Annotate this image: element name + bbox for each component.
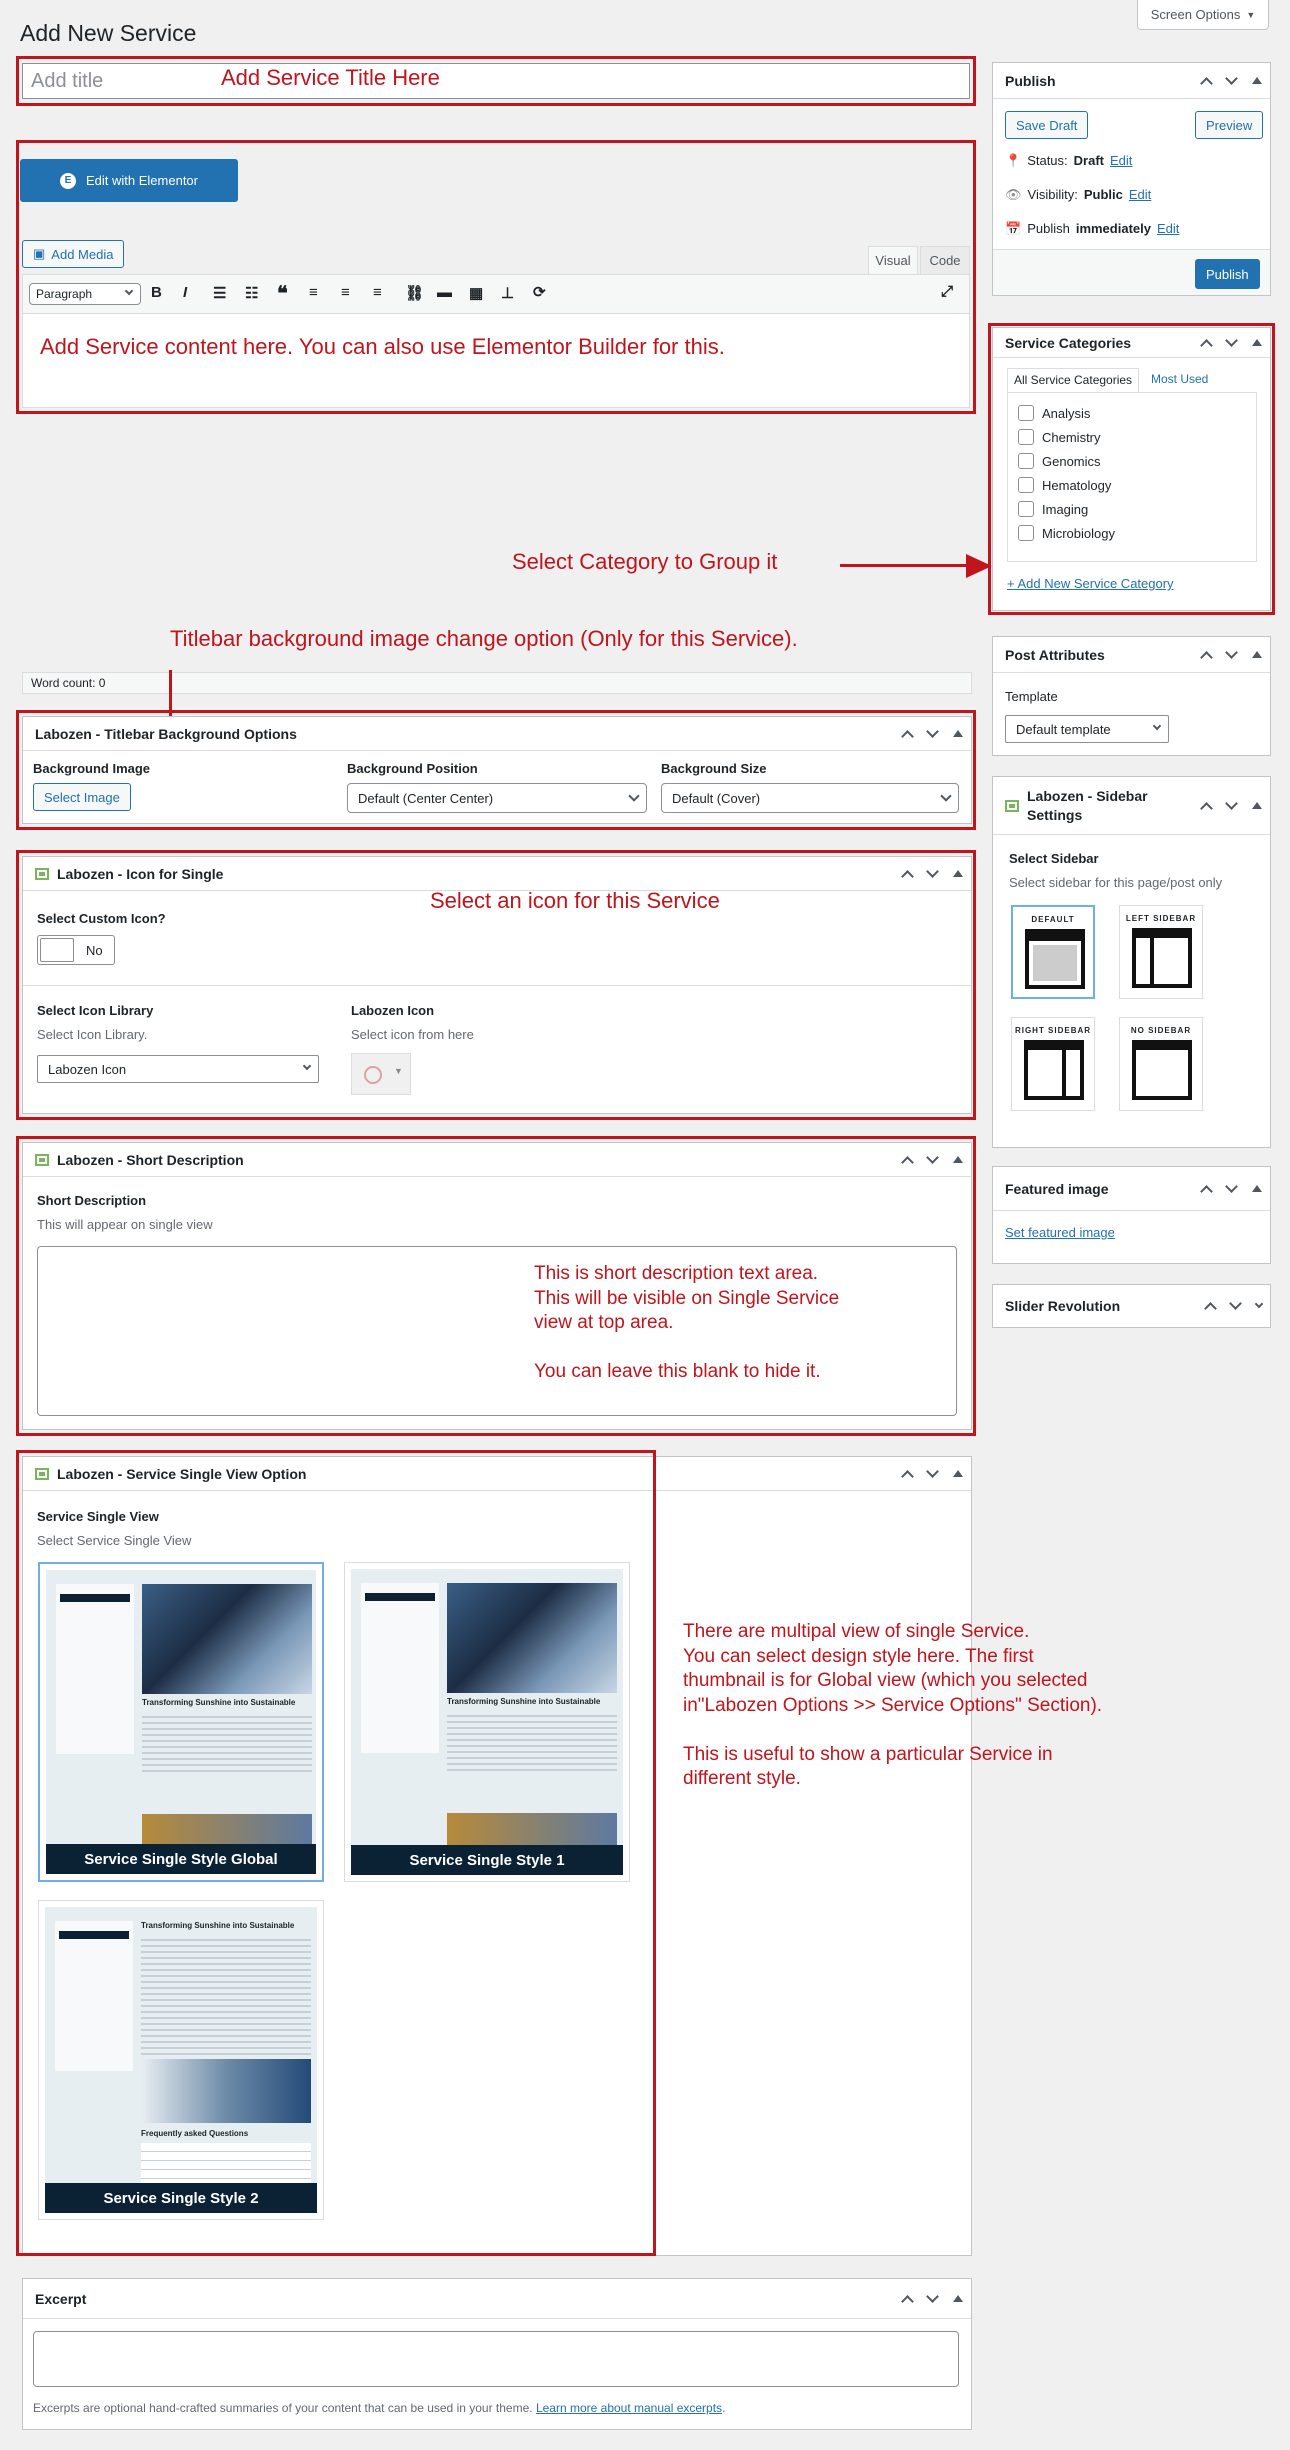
blockquote-icon[interactable]: ❝ bbox=[277, 283, 288, 305]
chevron-down-icon bbox=[303, 1062, 311, 1070]
checkbox[interactable] bbox=[1018, 405, 1034, 421]
box-controls bbox=[903, 1457, 963, 1490]
custom-icon-toggle[interactable] bbox=[37, 935, 115, 965]
chevron-down-icon[interactable] bbox=[926, 2290, 939, 2303]
toggle-panel-icon[interactable] bbox=[953, 1470, 963, 1477]
visibility-edit-link[interactable]: Edit bbox=[1128, 187, 1152, 202]
category-label: Hematology bbox=[1042, 477, 1112, 493]
category-label: Chemistry bbox=[1042, 429, 1101, 445]
categories-box bbox=[992, 327, 1271, 611]
calendar-icon: 📅 bbox=[1005, 221, 1022, 236]
layout-divider bbox=[1150, 938, 1154, 984]
publish-button[interactable]: Publish bbox=[1195, 259, 1260, 289]
chevron-down-icon[interactable] bbox=[926, 1151, 939, 1164]
category-label: Genomics bbox=[1042, 453, 1101, 469]
thumb-caption: Service Single Style 1 bbox=[351, 1845, 623, 1875]
thumb-sidebar bbox=[56, 1584, 134, 1754]
chevron-up-icon[interactable] bbox=[1200, 802, 1213, 815]
icon-library-label: Select Icon Library bbox=[37, 1003, 154, 1018]
icon-picker[interactable] bbox=[351, 1053, 411, 1095]
chevron-up-icon[interactable] bbox=[901, 1470, 914, 1483]
checkbox[interactable] bbox=[1018, 429, 1034, 445]
page-break-icon[interactable]: ⊥ bbox=[501, 285, 515, 302]
thumb-photo bbox=[142, 1584, 312, 1694]
box-controls bbox=[1206, 1285, 1262, 1327]
checkbox[interactable] bbox=[1018, 501, 1034, 517]
word-count: Word count: 0 bbox=[31, 676, 106, 690]
chevron-up-icon[interactable] bbox=[901, 870, 914, 883]
box-controls bbox=[903, 2279, 963, 2318]
pin-icon: 📍 bbox=[1005, 153, 1022, 168]
box-controls bbox=[1202, 328, 1262, 357]
fullscreen-icon[interactable]: ⤢ bbox=[941, 283, 954, 300]
layout-right-icon bbox=[1024, 1040, 1084, 1100]
layout-none-icon bbox=[1132, 1040, 1192, 1100]
post-attributes-box bbox=[992, 636, 1271, 756]
single-view-title: Labozen - Service Single View Option bbox=[57, 1465, 307, 1482]
thumb-photo bbox=[447, 1583, 617, 1693]
single-view-help: Select Service Single View bbox=[37, 1533, 192, 1548]
thumb-heading: Transforming Sunshine into Sustainable bbox=[141, 1921, 295, 1930]
italic-icon[interactable]: I bbox=[183, 284, 188, 301]
thumb-sidebar-active bbox=[59, 1931, 129, 1939]
thumb-photo bbox=[141, 2059, 311, 2123]
edit-with-elementor-button[interactable] bbox=[20, 159, 238, 202]
chevron-up-icon[interactable] bbox=[1200, 339, 1213, 352]
elementor-label: Edit with Elementor bbox=[86, 173, 198, 188]
chevron-down-icon[interactable] bbox=[1229, 1297, 1242, 1310]
box-controls bbox=[903, 1143, 963, 1176]
short-desc-help: This will appear on single view bbox=[37, 1217, 213, 1232]
tab-all-categories[interactable]: All Service Categories bbox=[1007, 368, 1139, 392]
link-icon[interactable]: ⛓ bbox=[405, 285, 425, 302]
format-select[interactable] bbox=[29, 283, 141, 305]
screen-options-button[interactable] bbox=[1137, 0, 1269, 30]
single-view-annotation-line: thumbnail is for Global view (which you selected bbox=[683, 1670, 1088, 1692]
short-desc-annotation-line bbox=[534, 1336, 839, 1360]
tab-visual[interactable]: Visual bbox=[868, 246, 918, 274]
tab-code[interactable]: Code bbox=[920, 246, 970, 274]
category-label: Analysis bbox=[1042, 405, 1091, 421]
add-media-label: Add Media bbox=[51, 246, 114, 262]
status-value: Draft bbox=[1073, 153, 1104, 168]
thumb-sidebar bbox=[361, 1583, 439, 1753]
box-controls bbox=[903, 717, 963, 750]
sidebar-option-right[interactable] bbox=[1011, 1017, 1095, 1111]
short-desc-header bbox=[23, 1143, 971, 1177]
toggle-panel-icon[interactable] bbox=[1252, 651, 1262, 658]
chevron-up-icon[interactable] bbox=[901, 730, 914, 743]
short-desc-label: Short Description bbox=[37, 1193, 147, 1208]
thumb-text-lines bbox=[447, 1711, 617, 1771]
single-view-label: Service Single View bbox=[37, 1509, 159, 1524]
status-row bbox=[1005, 153, 1132, 169]
short-desc-annotation-line: view at top area. bbox=[534, 1312, 674, 1334]
toggle-panel-icon[interactable] bbox=[1252, 1185, 1262, 1192]
save-draft-button[interactable]: Save Draft bbox=[1005, 111, 1088, 139]
chevron-up-icon[interactable] bbox=[1200, 77, 1213, 90]
metabox-icon bbox=[35, 868, 49, 880]
publish-box bbox=[992, 62, 1271, 296]
post-attributes-title: Post Attributes bbox=[1005, 646, 1105, 663]
category-annotation: Select Category to Group it bbox=[512, 549, 778, 574]
category-item[interactable] bbox=[1018, 497, 1246, 521]
featured-image-title: Featured image bbox=[1005, 1180, 1109, 1197]
short-desc-title: Labozen - Short Description bbox=[57, 1151, 244, 1168]
category-list bbox=[1007, 392, 1257, 562]
option-label: DEFAULT bbox=[1031, 915, 1075, 924]
short-desc-annotation bbox=[534, 1262, 839, 1385]
thumb-caption: Service Single Style Global bbox=[46, 1844, 316, 1874]
excerpt-help-link[interactable]: Learn more about manual excerpts bbox=[535, 2401, 723, 2415]
select-sidebar-desc: Select sidebar for this page/post only bbox=[1009, 875, 1223, 890]
select-sidebar-label: Select Sidebar bbox=[1009, 851, 1099, 866]
toggle-panel-icon[interactable] bbox=[953, 1156, 963, 1163]
sidebar-option-left[interactable] bbox=[1119, 905, 1203, 999]
eye-icon: 👁 bbox=[1005, 187, 1022, 202]
short-desc-annotation-line: You can leave this blank to hide it. bbox=[534, 1361, 821, 1383]
layout-divider bbox=[1062, 1050, 1066, 1096]
thumb-style-global[interactable] bbox=[38, 1562, 324, 1882]
chevron-down-icon[interactable] bbox=[926, 1465, 939, 1478]
single-view-annotation-line bbox=[683, 1719, 1102, 1743]
icon-picker-label: Labozen Icon bbox=[351, 1003, 435, 1018]
titlebar-box-header bbox=[23, 717, 971, 751]
thumb-preview bbox=[351, 1569, 623, 1875]
sidebar-settings-header bbox=[993, 777, 1270, 835]
sidebar-option-default[interactable] bbox=[1011, 905, 1095, 999]
bg-size-value: Default (Cover) bbox=[672, 790, 761, 806]
chevron-down-icon[interactable] bbox=[926, 865, 939, 878]
layout-default-icon bbox=[1025, 929, 1085, 989]
checkbox[interactable] bbox=[1018, 453, 1034, 469]
icon-box-title: Labozen - Icon for Single bbox=[57, 865, 224, 882]
preview-button[interactable]: Preview bbox=[1195, 111, 1263, 139]
toggle-panel-icon[interactable] bbox=[1255, 1299, 1263, 1307]
word-count-bar bbox=[22, 672, 972, 694]
read-more-icon[interactable]: ▬ bbox=[437, 284, 452, 301]
chevron-up-icon[interactable] bbox=[1200, 1185, 1213, 1198]
thumb-sidebar-active bbox=[365, 1593, 435, 1601]
single-view-annotation-line: You can select design style here. The first bbox=[683, 1645, 1034, 1667]
schedule-value: immediately bbox=[1075, 221, 1151, 236]
icon-library-select[interactable] bbox=[37, 1055, 319, 1083]
checkbox[interactable] bbox=[1018, 477, 1034, 493]
add-media-icon: ▣ bbox=[33, 246, 46, 261]
category-item[interactable] bbox=[1018, 521, 1246, 545]
thumb-sidebar bbox=[55, 1921, 133, 2071]
template-label: Template bbox=[1005, 689, 1058, 704]
single-view-annotation-line: different style. bbox=[683, 1768, 801, 1790]
category-item[interactable] bbox=[1018, 449, 1246, 473]
select-image-button[interactable]: Select Image bbox=[33, 783, 131, 811]
bg-image-label: Background Image bbox=[33, 761, 151, 776]
thumb-heading: Transforming Sunshine into Sustainable bbox=[142, 1698, 296, 1707]
bullet-list-icon[interactable]: ☰ bbox=[213, 285, 227, 302]
caret-down-icon: ▼ bbox=[1246, 9, 1256, 20]
slider-revolution-title: Slider Revolution bbox=[1005, 1298, 1121, 1314]
metabox-icon bbox=[1005, 800, 1019, 812]
thumb-text-lines bbox=[142, 1712, 312, 1772]
chevron-down-icon[interactable] bbox=[1225, 334, 1238, 347]
metabox-icon bbox=[35, 1154, 49, 1166]
thumb-style-2[interactable] bbox=[38, 1900, 324, 2220]
toggle-panel-icon[interactable] bbox=[1252, 802, 1262, 809]
tab-most-used[interactable]: Most Used bbox=[1151, 372, 1209, 386]
toggle-panel-icon[interactable] bbox=[953, 870, 963, 877]
bg-position-value: Default (Center Center) bbox=[358, 790, 494, 806]
align-center-icon[interactable]: ≡ bbox=[341, 284, 350, 301]
status-edit-link[interactable]: Edit bbox=[1110, 153, 1133, 168]
sidebar-settings-box bbox=[992, 776, 1271, 1148]
page-title: Add New Service bbox=[20, 20, 197, 46]
box-controls bbox=[903, 857, 963, 890]
chevron-down-icon[interactable] bbox=[1225, 72, 1238, 85]
excerpt-textarea[interactable] bbox=[33, 2331, 959, 2387]
category-item[interactable] bbox=[1018, 401, 1246, 425]
slider-revolution-box bbox=[992, 1284, 1271, 1328]
titlebar-box-title: Labozen - Titlebar Background Options bbox=[35, 725, 297, 742]
add-media-button[interactable] bbox=[22, 240, 124, 268]
icon-annotation: Select an icon for this Service bbox=[430, 888, 720, 913]
categories-header bbox=[993, 328, 1270, 358]
single-view-annotation-line: in"Labozen Options >> Service Options" Section). bbox=[683, 1695, 1103, 1717]
table-icon[interactable]: ▦ bbox=[469, 285, 484, 302]
numbered-list-icon[interactable]: ☷ bbox=[245, 285, 259, 302]
visibility-row bbox=[1005, 187, 1151, 203]
chevron-up-icon[interactable] bbox=[901, 1156, 914, 1169]
short-desc-annotation-line: This will be visible on Single Service bbox=[534, 1287, 840, 1309]
chevron-down-icon bbox=[940, 790, 951, 801]
chevron-down-icon bbox=[1153, 722, 1161, 730]
featured-image-box bbox=[992, 1166, 1271, 1264]
bg-position-label: Background Position bbox=[347, 761, 478, 776]
thumb-faq-lines bbox=[141, 2143, 311, 2185]
icon-library-value: Labozen Icon bbox=[48, 1061, 127, 1077]
excerpt-header bbox=[23, 2279, 971, 2319]
thumb-heading: Transforming Sunshine into Sustainable bbox=[447, 1697, 601, 1706]
no-icon-icon bbox=[364, 1066, 382, 1084]
chevron-down-icon bbox=[125, 287, 133, 295]
chevron-up-icon[interactable] bbox=[1200, 651, 1213, 664]
icon-library-desc: Select Icon Library. bbox=[37, 1027, 148, 1042]
thumb-preview bbox=[46, 1570, 316, 1874]
option-label: NO SIDEBAR bbox=[1130, 1026, 1192, 1035]
schedule-row bbox=[1005, 221, 1179, 237]
short-desc-annotation-line: This is short description text area. bbox=[534, 1263, 819, 1284]
schedule-edit-link[interactable]: Edit bbox=[1156, 221, 1180, 236]
status-label: Status: bbox=[1027, 153, 1068, 168]
layout-left-icon bbox=[1132, 928, 1192, 988]
category-arrow-line bbox=[840, 564, 968, 567]
thumb-faq-heading: Frequently asked Questions bbox=[141, 2129, 249, 2138]
title-placeholder: Add title bbox=[31, 69, 104, 92]
excerpt-box bbox=[22, 2278, 972, 2430]
box-controls bbox=[1202, 63, 1262, 98]
divider bbox=[23, 985, 971, 986]
checkbox[interactable] bbox=[1018, 525, 1034, 541]
chevron-up-icon[interactable] bbox=[1204, 1302, 1217, 1315]
caret-down-icon: ▼ bbox=[394, 1066, 403, 1076]
toggle-panel-icon[interactable] bbox=[953, 730, 963, 737]
period: . bbox=[722, 2401, 726, 2415]
custom-icon-label: Select Custom Icon? bbox=[37, 911, 166, 926]
add-new-category-link[interactable]: + Add New Service Category bbox=[1007, 576, 1174, 591]
category-item[interactable] bbox=[1018, 473, 1246, 497]
categories-title: Service Categories bbox=[1005, 334, 1132, 351]
bg-size-label: Background Size bbox=[661, 761, 767, 776]
toggle-panel-icon[interactable] bbox=[1252, 339, 1262, 346]
title-input[interactable] bbox=[22, 63, 970, 99]
single-view-annotation-line: This is useful to show a particular Service in bbox=[683, 1743, 1053, 1765]
title-annotation: Add Service Title Here bbox=[221, 65, 440, 90]
featured-image-header bbox=[993, 1167, 1270, 1211]
set-featured-image-link[interactable]: Set featured image bbox=[1005, 1225, 1115, 1240]
thumb-sidebar-active bbox=[60, 1594, 130, 1602]
titlebar-box bbox=[22, 716, 972, 824]
publish-title: Publish bbox=[1005, 72, 1056, 89]
content-annotation: Add Service content here. You can also use Elementor Builder for this. bbox=[40, 334, 725, 359]
box-controls bbox=[1202, 637, 1262, 672]
bg-position-select[interactable] bbox=[347, 783, 647, 813]
publish-header bbox=[993, 63, 1270, 99]
box-controls bbox=[1202, 777, 1262, 834]
slider-revolution-header bbox=[993, 1285, 1270, 1327]
single-view-annotation-line: There are multipal view of single Service. bbox=[683, 1621, 1030, 1642]
editor-content-area[interactable] bbox=[22, 314, 970, 408]
template-select[interactable] bbox=[1005, 715, 1169, 743]
sidebar-settings-title: Labozen - Sidebar Settings bbox=[1027, 788, 1148, 823]
schedule-label: Publish bbox=[1027, 221, 1070, 236]
visibility-value: Public bbox=[1083, 187, 1123, 202]
thumb-text-lines bbox=[141, 1935, 311, 2055]
post-attributes-header bbox=[993, 637, 1270, 673]
toggle-label: No bbox=[86, 943, 103, 958]
excerpt-help-text: Excerpts are optional hand-crafted summaries of your content that can be used in your theme. bbox=[33, 2401, 533, 2415]
bg-size-select[interactable] bbox=[661, 783, 959, 813]
box-controls bbox=[1202, 1167, 1262, 1210]
chevron-down-icon[interactable] bbox=[1225, 1180, 1238, 1193]
refresh-icon[interactable]: ⟳ bbox=[533, 284, 546, 301]
align-right-icon[interactable]: ≡ bbox=[373, 284, 382, 301]
chevron-down-icon[interactable] bbox=[1225, 646, 1238, 659]
category-label: Microbiology bbox=[1042, 525, 1115, 541]
thumb-style-1[interactable] bbox=[344, 1562, 630, 1882]
thumb-caption: Service Single Style 2 bbox=[45, 2183, 317, 2213]
category-label: Imaging bbox=[1042, 501, 1089, 517]
category-item[interactable] bbox=[1018, 425, 1246, 449]
icon-picker-desc: Select icon from here bbox=[351, 1027, 474, 1042]
titlebar-annotation: Titlebar background image change option (Only for this Service). bbox=[170, 626, 798, 651]
format-value: Paragraph bbox=[36, 287, 93, 301]
option-label: LEFT SIDEBAR bbox=[1125, 914, 1197, 923]
chevron-down-icon[interactable] bbox=[1225, 797, 1238, 810]
editor-toolbar bbox=[22, 274, 970, 314]
toggle-panel-icon[interactable] bbox=[953, 2295, 963, 2302]
excerpt-help bbox=[33, 2401, 725, 2415]
option-label: RIGHT SIDEBAR bbox=[1014, 1026, 1092, 1035]
sidebar-option-none[interactable] bbox=[1119, 1017, 1203, 1111]
toggle-knob bbox=[40, 938, 74, 962]
chevron-down-icon bbox=[628, 790, 639, 801]
excerpt-title: Excerpt bbox=[35, 2290, 87, 2307]
align-left-icon[interactable]: ≡ bbox=[309, 284, 318, 301]
screen-options-label: Screen Options bbox=[1150, 7, 1241, 22]
chevron-up-icon[interactable] bbox=[901, 2295, 914, 2308]
template-value: Default template bbox=[1016, 721, 1111, 737]
icon-box-header bbox=[23, 857, 971, 891]
elementor-icon: E bbox=[60, 173, 76, 189]
toggle-panel-icon[interactable] bbox=[1252, 77, 1262, 84]
bold-icon[interactable]: B bbox=[151, 284, 162, 301]
thumb-preview bbox=[45, 1907, 317, 2213]
single-view-annotation bbox=[683, 1620, 1102, 1792]
chevron-down-icon[interactable] bbox=[926, 725, 939, 738]
visibility-label: Visibility: bbox=[1027, 187, 1078, 202]
layout-content bbox=[1033, 945, 1077, 981]
